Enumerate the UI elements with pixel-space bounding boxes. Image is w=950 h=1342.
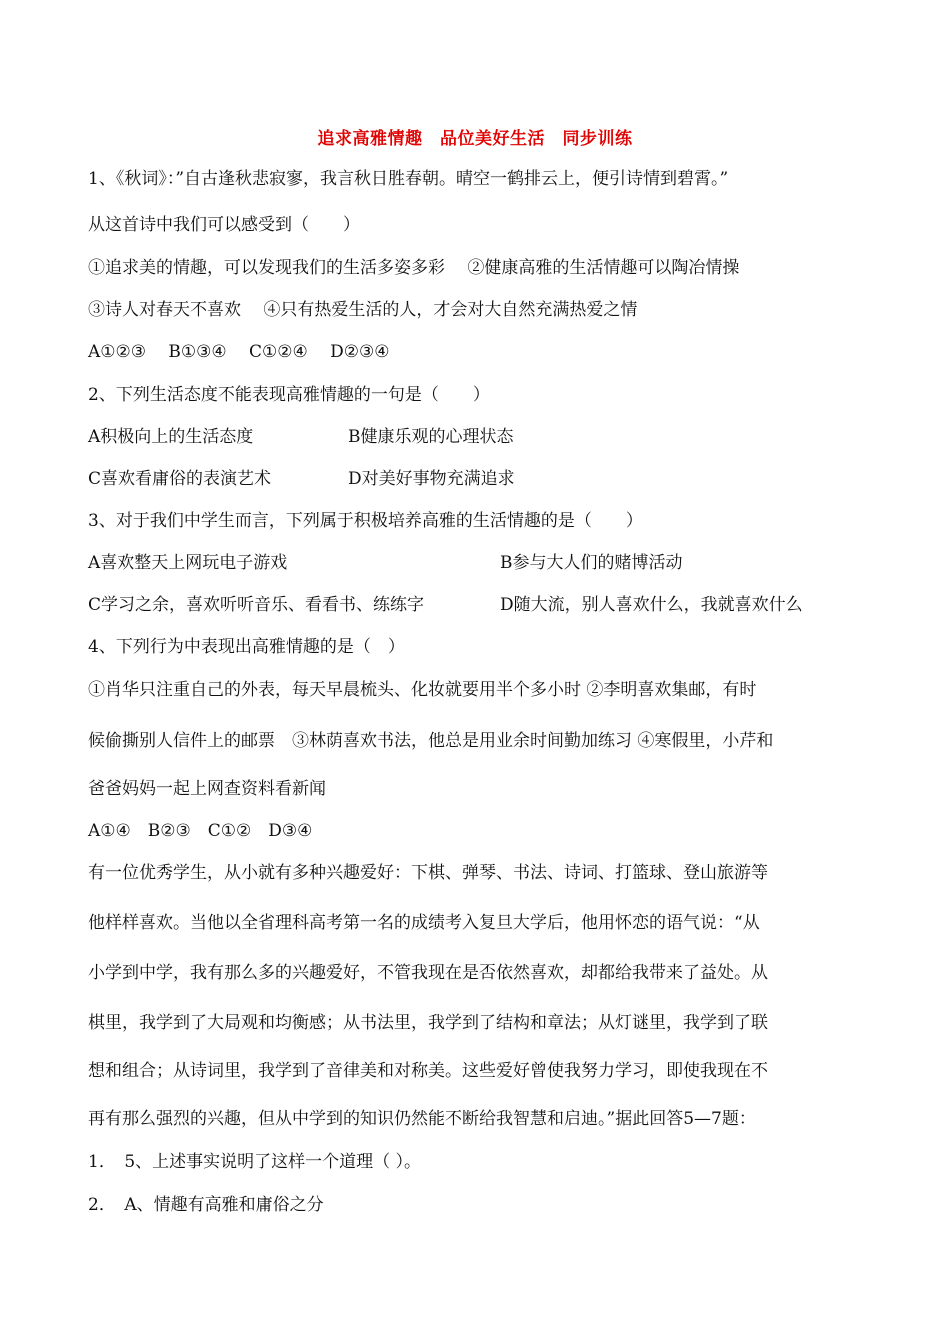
q2-option-c: C喜欢看庸俗的表演艺术 xyxy=(88,469,272,489)
q1-stem-line1: 1、《秋词》：”自古逢秋悲寂寥，我言秋日胜春朝。晴空一鹤排云上，便引诗情到碧霄。” xyxy=(88,169,729,189)
passage-line: 小学到中学，我有那么多的兴趣爱好，不管我现在是否依然喜欢，却都给我带来了益处。从 xyxy=(88,963,768,983)
q2-option-a: A积极向上的生活态度 xyxy=(88,427,254,447)
q3-stem: 3、对于我们中学生而言，下列属于积极培养高雅的生活情趣的是（ ） xyxy=(88,511,643,531)
passage-line: 有一位优秀学生，从小就有多种兴趣爱好：下棋、弹琴、书法、诗词、打篮球、登山旅游等 xyxy=(88,863,768,883)
q4-body-line2: 候偷撕别人信件上的邮票 ③林荫喜欢书法，他总是用业余时间勤加练习 ④寒假里，小芹和 xyxy=(88,731,774,751)
q1-stem-line2: 从这首诗中我们可以感受到（ ） xyxy=(88,215,360,235)
q3-option-a: A喜欢整天上网玩电子游戏 xyxy=(88,553,288,573)
document-title: 追求高雅情趣 品位美好生活 同步训练 xyxy=(317,129,633,149)
list-item: 1． 5、上述事实说明了这样一个道理（ ）。 xyxy=(88,1152,422,1172)
q4-body-line1: ①肖华只注重自己的外表，每天早晨梳头、化妆就要用半个多小时 ②李明喜欢集邮，有时 xyxy=(88,680,757,700)
passage-line: 棋里，我学到了大局观和均衡感；从书法里，我学到了结构和章法；从灯谜里，我学到了联 xyxy=(88,1013,768,1033)
passage-line: 再有那么强烈的兴趣，但从中学到的知识仍然能不断给我智慧和启迪。”据此回答5—7题： xyxy=(88,1109,756,1129)
q3-option-b: B参与大人们的赌博活动 xyxy=(500,553,683,573)
q1-options-line1: ①追求美的情趣，可以发现我们的生活多姿多彩 ②健康高雅的生活情趣可以陶冶情操 xyxy=(88,258,740,278)
q4-choices: A①④ B②③ C①② D③④ xyxy=(88,821,313,841)
passage-line: 想和组合；从诗词里，我学到了音律美和对称美。这些爱好曾使我努力学习，即使我现在不 xyxy=(88,1061,768,1081)
q3-option-d: D随大流，别人喜欢什么，我就喜欢什么 xyxy=(500,595,803,615)
q1-options-line2: ③诗人对春天不喜欢 ④只有热爱生活的人，才会对大自然充满热爱之情 xyxy=(88,300,638,320)
q3-option-c: C学习之余，喜欢听听音乐、看看书、练练字 xyxy=(88,595,425,615)
q4-stem: 4、下列行为中表现出高雅情趣的是（ ） xyxy=(88,637,405,657)
q4-body-line3: 爸爸妈妈一起上网查资料看新闻 xyxy=(88,779,326,799)
q2-option-b: B健康乐观的心理状态 xyxy=(348,427,514,447)
q1-choices: A①②③ B①③④ C①②④ D②③④ xyxy=(88,342,390,362)
q2-option-d: D对美好事物充满追求 xyxy=(348,469,515,489)
list-item: 2． A、情趣有高雅和庸俗之分 xyxy=(88,1195,324,1215)
passage-line: 他样样喜欢。当他以全省理科高考第一名的成绩考入复旦大学后，他用怀恋的语气说：“从 xyxy=(88,913,760,933)
q2-stem: 2、下列生活态度不能表现高雅情趣的一句是（ ） xyxy=(88,385,490,405)
